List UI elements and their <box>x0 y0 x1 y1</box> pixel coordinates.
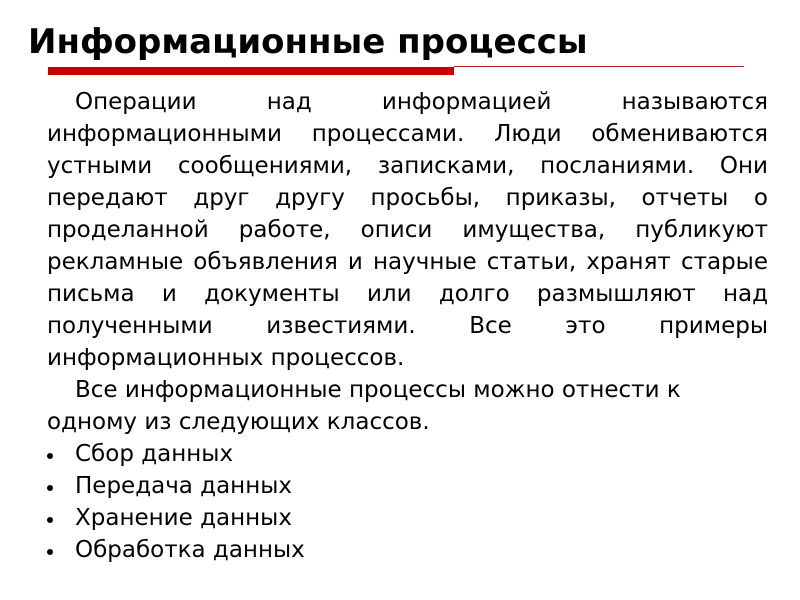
list-item-label: Обработка данных <box>75 537 305 563</box>
bullet-dot-icon <box>47 517 53 523</box>
process-class-list <box>47 438 768 566</box>
title-underline-line <box>454 66 744 67</box>
slide-title: Информационные процессы <box>28 22 588 62</box>
list-item <box>47 534 768 566</box>
bullet-dot-icon <box>47 453 53 459</box>
list-item-label: Сбор данных <box>75 441 234 467</box>
list-item-label: Передача данных <box>75 473 293 499</box>
body-paragraph-processes: Операции над информацией называются информационными процессами. Люди обмениваются устными сообщениями, записками, посланиями. Они передают друг другу просьбы, приказы, отчеты о проделанной работе, описи имущества, публикуют рекламные объявления и научные статьи, хранят старые письма и документы или долго размышляют над полученными известиями. Все это примеры информационных процессов. <box>47 89 768 371</box>
bullet-dot-icon <box>47 485 53 491</box>
list-item <box>47 470 768 502</box>
list-item <box>47 502 768 534</box>
body-paragraph-classes: Все информационные процессы можно отнести к одному из следующих классов. <box>47 377 681 435</box>
list-item <box>47 438 768 470</box>
bullet-dot-icon <box>47 549 53 555</box>
title-underline-bar <box>48 67 454 75</box>
slide-body <box>47 86 768 566</box>
list-item-label: Хранение данных <box>75 505 292 531</box>
